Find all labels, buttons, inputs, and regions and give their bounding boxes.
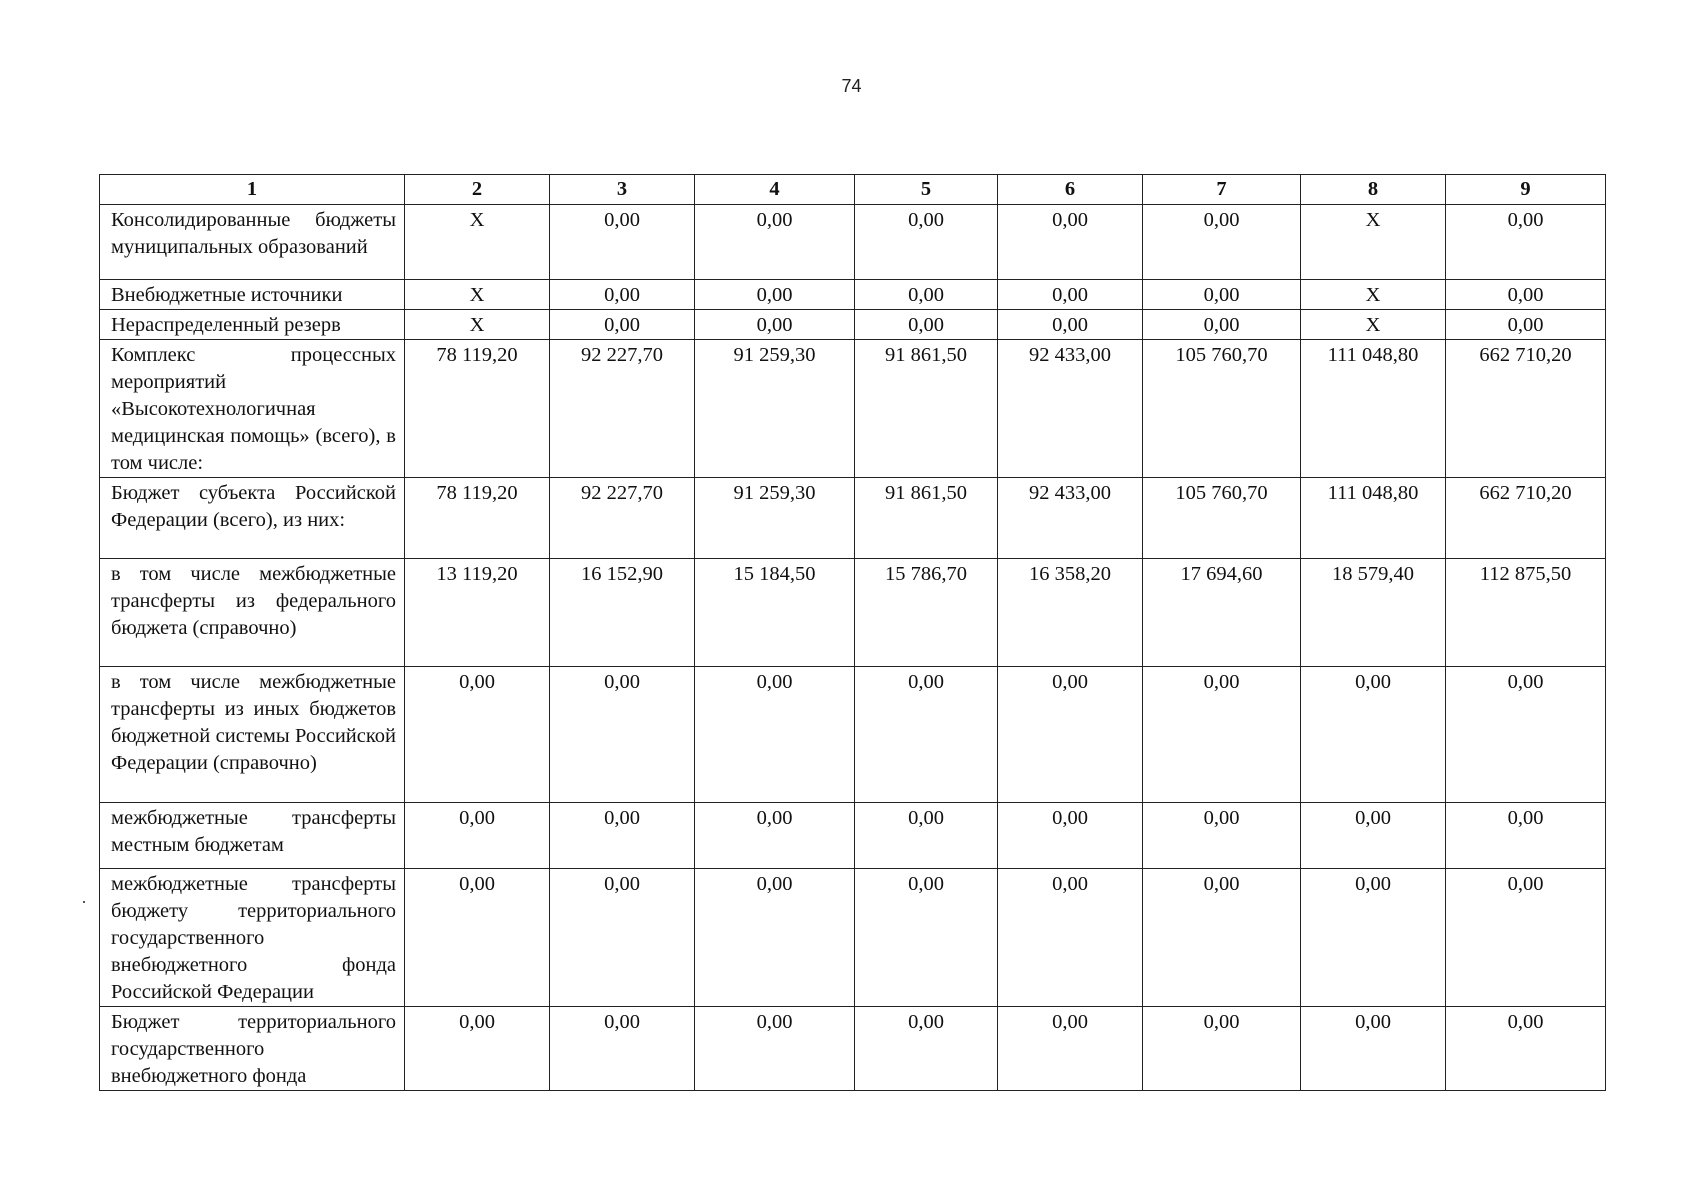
row-name: межбюджетные трансферты бюджету территориального государственного внебюджетного фонда Российской Федерации xyxy=(100,869,405,1007)
cell-value: 15 184,50 xyxy=(695,559,855,667)
cell-value: 0,00 xyxy=(1446,280,1606,310)
cell-value: 92 433,00 xyxy=(998,340,1143,478)
table-row xyxy=(100,559,1606,667)
cell-value: 0,00 xyxy=(998,667,1143,803)
cell-value: 0,00 xyxy=(1143,205,1301,280)
cell-value: 0,00 xyxy=(1301,803,1446,869)
table-row xyxy=(100,205,1606,280)
table-row xyxy=(100,667,1606,803)
table-row xyxy=(100,340,1606,478)
cell-value: 0,00 xyxy=(1446,869,1606,1007)
cell-value: 0,00 xyxy=(1301,667,1446,803)
cell-value: 17 694,60 xyxy=(1143,559,1301,667)
cell-value: 0,00 xyxy=(1446,310,1606,340)
column-header-2: 2 xyxy=(405,175,550,205)
cell-value: 0,00 xyxy=(855,803,998,869)
cell-value: 0,00 xyxy=(998,803,1143,869)
cell-value: Х xyxy=(1301,310,1446,340)
cell-value: 0,00 xyxy=(550,280,695,310)
cell-value: 92 227,70 xyxy=(550,478,695,559)
cell-value: 0,00 xyxy=(998,205,1143,280)
cell-value: 0,00 xyxy=(695,310,855,340)
table-row xyxy=(100,310,1606,340)
cell-value: 0,00 xyxy=(550,205,695,280)
cell-value: 0,00 xyxy=(1446,205,1606,280)
cell-value: 0,00 xyxy=(998,1007,1143,1091)
cell-value: 0,00 xyxy=(1143,667,1301,803)
cell-value: 0,00 xyxy=(998,310,1143,340)
cell-value: 0,00 xyxy=(1301,1007,1446,1091)
row-name: Консолидированные бюджеты муниципальных образований xyxy=(100,205,405,280)
cell-value: 0,00 xyxy=(550,803,695,869)
column-header-3: 3 xyxy=(550,175,695,205)
cell-value: 78 119,20 xyxy=(405,478,550,559)
row-name: Бюджет субъекта Российской Федерации (всего), из них: xyxy=(100,478,405,559)
cell-value: 0,00 xyxy=(695,1007,855,1091)
cell-value: 91 259,30 xyxy=(695,478,855,559)
column-header-9: 9 xyxy=(1446,175,1606,205)
cell-value: 0,00 xyxy=(1143,869,1301,1007)
cell-value: 0,00 xyxy=(855,667,998,803)
cell-value: 13 119,20 xyxy=(405,559,550,667)
table-row xyxy=(100,869,1606,1007)
cell-value: 0,00 xyxy=(855,310,998,340)
row-name: межбюджетные трансферты местным бюджетам xyxy=(100,803,405,869)
cell-value: 111 048,80 xyxy=(1301,478,1446,559)
cell-value: 0,00 xyxy=(550,869,695,1007)
table-row xyxy=(100,803,1606,869)
cell-value: 92 227,70 xyxy=(550,340,695,478)
column-header-5: 5 xyxy=(855,175,998,205)
cell-value: 0,00 xyxy=(405,803,550,869)
cell-value: 16 358,20 xyxy=(998,559,1143,667)
cell-value: 0,00 xyxy=(1446,803,1606,869)
cell-value: 662 710,20 xyxy=(1446,478,1606,559)
row-name: Комплекс процессных мероприятий «Высокотехнологичная медицинская помощь» (всего), в том числе: xyxy=(100,340,405,478)
cell-value: 0,00 xyxy=(695,205,855,280)
cell-value: 0,00 xyxy=(550,667,695,803)
row-name: Нераспределенный резерв xyxy=(100,310,405,340)
cell-value: 111 048,80 xyxy=(1301,340,1446,478)
scan-speck xyxy=(83,901,85,903)
cell-value: 15 786,70 xyxy=(855,559,998,667)
page-number: 74 xyxy=(841,76,862,96)
cell-value: 0,00 xyxy=(855,1007,998,1091)
cell-value: 91 259,30 xyxy=(695,340,855,478)
budget-table xyxy=(99,174,1606,1091)
cell-value: 0,00 xyxy=(550,1007,695,1091)
cell-value: 0,00 xyxy=(405,1007,550,1091)
cell-value: 0,00 xyxy=(855,869,998,1007)
cell-value: Х xyxy=(1301,205,1446,280)
cell-value: 0,00 xyxy=(1446,667,1606,803)
cell-value: 91 861,50 xyxy=(855,340,998,478)
cell-value: 0,00 xyxy=(855,205,998,280)
cell-value: 0,00 xyxy=(695,803,855,869)
cell-value: 662 710,20 xyxy=(1446,340,1606,478)
cell-value: 112 875,50 xyxy=(1446,559,1606,667)
cell-value: 0,00 xyxy=(550,310,695,340)
row-name: в том числе межбюджетные трансферты из иных бюджетов бюджетной системы Российской Федерации (справочно) xyxy=(100,667,405,803)
cell-value: 0,00 xyxy=(1143,310,1301,340)
cell-value: 0,00 xyxy=(998,869,1143,1007)
cell-value: 0,00 xyxy=(405,869,550,1007)
cell-value: 0,00 xyxy=(695,869,855,1007)
column-header-7: 7 xyxy=(1143,175,1301,205)
cell-value: 0,00 xyxy=(855,280,998,310)
cell-value: Х xyxy=(1301,280,1446,310)
cell-value: 0,00 xyxy=(1143,280,1301,310)
row-name: Внебюджетные источники xyxy=(100,280,405,310)
table-body xyxy=(100,205,1606,1091)
cell-value: Х xyxy=(405,205,550,280)
row-name: Бюджет территориального государственного внебюджетного фонда xyxy=(100,1007,405,1091)
cell-value: 0,00 xyxy=(695,280,855,310)
cell-value: 0,00 xyxy=(1143,803,1301,869)
cell-value: 105 760,70 xyxy=(1143,340,1301,478)
cell-value: Х xyxy=(405,280,550,310)
cell-value: 16 152,90 xyxy=(550,559,695,667)
cell-value: 0,00 xyxy=(1446,1007,1606,1091)
cell-value: 0,00 xyxy=(405,667,550,803)
column-header-6: 6 xyxy=(998,175,1143,205)
column-header-4: 4 xyxy=(695,175,855,205)
cell-value: 0,00 xyxy=(1301,869,1446,1007)
table-header xyxy=(100,175,1606,205)
cell-value: 0,00 xyxy=(998,280,1143,310)
column-header-1: 1 xyxy=(100,175,405,205)
table-row xyxy=(100,280,1606,310)
cell-value: Х xyxy=(405,310,550,340)
column-header-8: 8 xyxy=(1301,175,1446,205)
cell-value: 105 760,70 xyxy=(1143,478,1301,559)
table-row xyxy=(100,1007,1606,1091)
cell-value: 18 579,40 xyxy=(1301,559,1446,667)
cell-value: 78 119,20 xyxy=(405,340,550,478)
cell-value: 91 861,50 xyxy=(855,478,998,559)
cell-value: 0,00 xyxy=(1143,1007,1301,1091)
cell-value: 92 433,00 xyxy=(998,478,1143,559)
table-row xyxy=(100,478,1606,559)
header-row xyxy=(100,175,1606,205)
row-name: в том числе межбюджетные трансферты из федерального бюджета (справочно) xyxy=(100,559,405,667)
cell-value: 0,00 xyxy=(695,667,855,803)
